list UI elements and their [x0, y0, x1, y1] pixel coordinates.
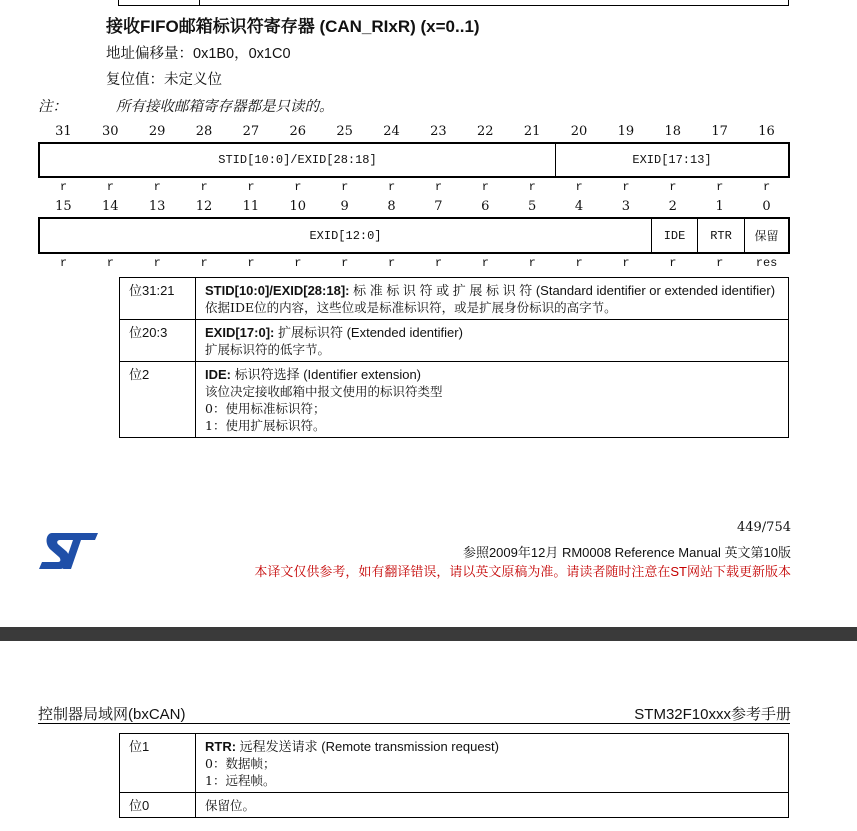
access-type: r: [387, 256, 396, 270]
access-type: r: [59, 180, 68, 194]
bit-number: 14: [102, 199, 119, 214]
bit-description: [196, 320, 789, 362]
field-reserved: 保留: [754, 229, 779, 243]
bit-number: 27: [242, 124, 260, 139]
bit-number: 28: [195, 124, 213, 139]
access-type: r: [247, 256, 255, 270]
access-type: r: [294, 180, 302, 194]
manual-header: STM32F10xxx参考手册: [634, 706, 791, 723]
bit-description-table: [119, 277, 789, 438]
page-number: 449/754: [736, 520, 791, 535]
previous-table-remnant: [118, 0, 789, 6]
description-line: 该位决定接收邮箱中报文使用的标识符类型: [205, 384, 443, 399]
bit-number: 11: [242, 199, 260, 214]
access-type: r: [575, 180, 583, 194]
bit-number: 6: [481, 199, 490, 214]
bit-number: 26: [289, 124, 307, 139]
upper-access-types: [40, 180, 790, 198]
bit-number: 16: [758, 124, 775, 139]
field-exid-12-0: EXID[12:0]: [40, 219, 652, 252]
description-line: 1：使用扩展标识符。: [205, 418, 326, 433]
register-lower-fields: [38, 217, 790, 254]
access-type: r: [59, 256, 68, 270]
bit-number: 4: [574, 199, 584, 214]
field-name: STID[10:0]/EXID[28:18]:: [205, 283, 350, 298]
access-type: r: [434, 180, 443, 194]
bit-number: 8: [387, 199, 396, 214]
header-rule: [38, 723, 790, 724]
note-label: 注：: [38, 99, 67, 115]
access-type: r: [575, 256, 583, 270]
access-type: r: [153, 256, 161, 270]
table-row: [120, 278, 789, 320]
bit-description: [196, 362, 789, 438]
lower-access-types: [40, 256, 790, 274]
bit-description: [196, 278, 789, 320]
description-line: 0：使用标准标识符；: [205, 401, 326, 416]
description-line: 0：数据帧；: [205, 756, 276, 771]
access-type: r: [153, 180, 161, 194]
bit-position: 位0: [120, 793, 196, 818]
bit-number: 17: [711, 124, 728, 139]
access-type: r: [622, 256, 630, 270]
access-type: r: [716, 256, 724, 270]
field-name: IDE:: [205, 367, 231, 382]
bit-number: 3: [621, 199, 631, 214]
translation-disclaimer: 本译文仅供参考，如有翻译错误，请以英文原稿为准。请读者随时注意在ST网站下载更新版本: [254, 564, 791, 579]
bit-number: 5: [528, 199, 537, 214]
bit-number: 29: [148, 124, 166, 139]
access-type: r: [481, 256, 489, 270]
access-type: r: [528, 180, 536, 194]
description-line: 1：远程帧。: [205, 773, 276, 788]
table-row: [120, 320, 789, 362]
access-type: r: [341, 180, 349, 194]
field-name: EXID[17:0]:: [205, 325, 275, 340]
bit-number: 18: [664, 124, 682, 139]
bit-number: 0: [762, 199, 771, 214]
bit-number: 15: [55, 199, 72, 214]
bit-number: 9: [340, 199, 349, 214]
access-type: r: [716, 180, 724, 194]
bit-number: 7: [434, 199, 443, 214]
note-text: 所有接收邮箱寄存器都是只读的。: [116, 99, 334, 115]
bit-position: 位20:3: [120, 320, 196, 362]
access-type: r: [669, 256, 677, 270]
field-title: 标识符选择 (Identifier extension): [231, 367, 422, 382]
field-stid-exid-high: STID[10:0]/EXID[28:18]: [40, 144, 556, 176]
bit-number: 13: [148, 199, 166, 214]
bit-number: 22: [477, 124, 494, 139]
bit-position: 位1: [120, 734, 196, 793]
reference-note: 参照2009年12月 RM0008 Reference Manual 英文第10版: [462, 545, 791, 560]
page-title: 接收FIFO邮箱标识符寄存器 (CAN_RIxR) (x=0..1): [106, 17, 480, 36]
bit-number: 21: [523, 124, 541, 139]
bit-number: 23: [430, 124, 447, 139]
bit-position: 位31:21: [120, 278, 196, 320]
bit-description-table-continued: [119, 733, 789, 818]
description-line: 扩展标识符的低字节。: [205, 342, 331, 357]
bit-number: 12: [195, 199, 213, 214]
st-logo-icon: [38, 531, 100, 571]
access-type: r: [669, 180, 677, 194]
bit-number: 2: [668, 199, 677, 214]
field-title: 标 准 标 识 符 或 扩 展 标 识 符 (Standard identifier or extended identifier): [349, 283, 776, 298]
st-logo: [38, 531, 100, 571]
access-type: r: [200, 180, 208, 194]
access-type: r: [622, 180, 630, 194]
bit-description: [196, 734, 789, 793]
description-line: 依据IDE位的内容，这些位或是标准标识符，或是扩展身份标识的高字节。: [205, 300, 617, 315]
access-type: r: [528, 256, 536, 270]
bit-number: 24: [383, 124, 400, 139]
field-ide: IDE: [652, 219, 698, 252]
bit-number: 20: [570, 124, 588, 139]
bit-description: [196, 793, 789, 818]
table-row: [120, 734, 789, 793]
access-type: r: [762, 180, 771, 194]
upper-bit-numbers: [40, 124, 790, 142]
access-type: r: [247, 180, 255, 194]
bit-number: 31: [55, 124, 72, 139]
access-type: res: [755, 256, 778, 270]
bit-number: 30: [102, 124, 119, 139]
field-rtr: RTR: [698, 219, 745, 252]
bit-position: 位2: [120, 362, 196, 438]
address-offset: 地址偏移量：0x1B0，0x1C0: [106, 46, 291, 62]
field-name: RTR:: [205, 739, 237, 754]
access-type: r: [200, 256, 208, 270]
field-exid-17-13: EXID[17:13]: [632, 153, 712, 167]
bit-number: 19: [617, 124, 635, 139]
field-title: 远程发送请求 (Remote transmission request): [236, 739, 499, 754]
register-upper-fields: [38, 142, 790, 178]
bit-number: 10: [289, 199, 307, 214]
access-type: r: [341, 256, 349, 270]
chapter-header: 控制器局域网(bxCAN): [38, 706, 186, 723]
bit-number: 25: [336, 124, 353, 139]
table-row: [120, 362, 789, 438]
access-type: r: [481, 180, 489, 194]
access-type: r: [434, 256, 443, 270]
access-type: r: [294, 256, 302, 270]
field-title: 保留位。: [205, 798, 256, 813]
access-type: r: [387, 180, 396, 194]
lower-bit-numbers: [40, 199, 790, 217]
access-type: r: [106, 256, 114, 270]
bit-number: 1: [715, 199, 724, 214]
table-row: [120, 793, 789, 818]
field-title: 扩展标识符 (Extended identifier): [274, 325, 463, 340]
access-type: r: [106, 180, 114, 194]
page-separator-bar: [0, 627, 857, 641]
reset-value: 复位值：未定义位: [106, 72, 222, 88]
